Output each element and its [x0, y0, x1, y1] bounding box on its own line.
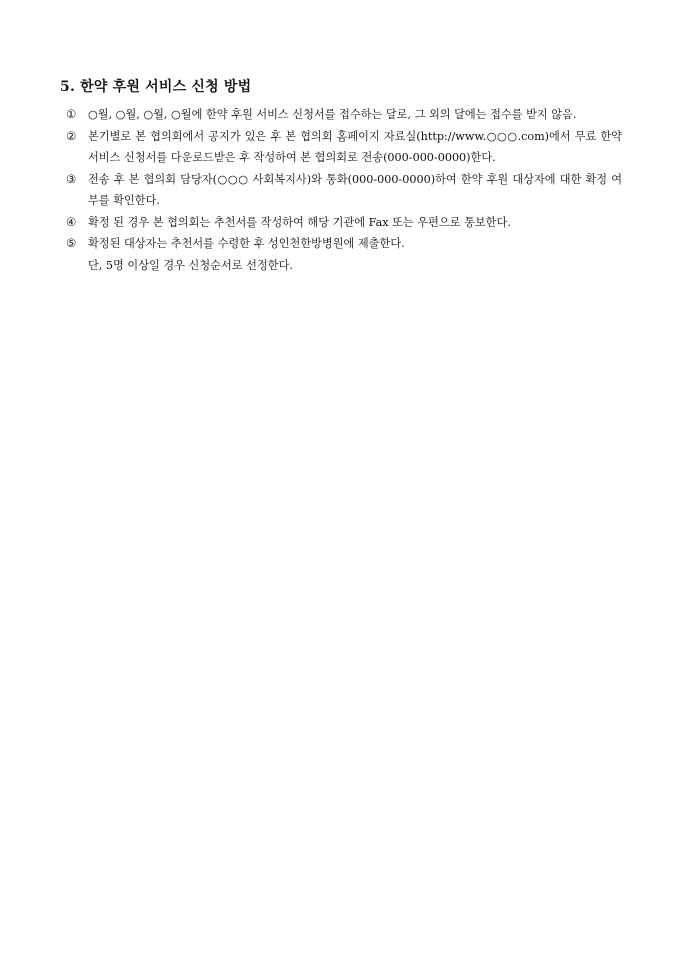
list-item	[66, 233, 622, 276]
item-note: 단, 5명 이상일 경우 신청순서로 선정한다.	[88, 258, 293, 272]
list-item	[66, 104, 622, 126]
list-item	[66, 212, 622, 234]
item-text: 확정된 대상자는 추천서를 수령한 후 성인천한방병원에 제출한다.	[88, 237, 405, 250]
item-text: 전송 후 본 협의회 담당자(○○○ 사회복지사)와 통화(000-000-0000)하여 한약 후원 대상자에 대한 확정 여부를 확인한다.	[88, 172, 622, 207]
item-number: ③	[66, 171, 77, 186]
application-steps-list	[66, 104, 622, 276]
list-item	[66, 126, 622, 169]
item-number: ⑤	[66, 236, 77, 250]
item-text: 확정 된 경우 본 협의회는 추천서를 작성하여 해당 기관에 Fax 또는 우편으로 통보한다.	[88, 215, 511, 229]
item-number: ④	[66, 214, 77, 229]
section-heading: 5. 한약 후원 서비스 신청 방법	[60, 79, 252, 95]
list-item	[66, 169, 622, 212]
item-number: ①	[66, 107, 77, 121]
item-number: ②	[66, 128, 77, 143]
item-text: 본기별로 본 협의회에서 공지가 있은 후 본 협의회 홈페이지 자료실(http://www.○○○.com)에서 무료 한약 서비스 신청서를 다운로드받은 후 작성하여 본 협의회로 전송(000-000-0000)한다.	[88, 129, 622, 164]
item-text: ○월, ○월, ○월, ○월에 한약 후원 서비스 신청서를 접수하는 달로, 그 외의 달에는 접수를 받지 않음.	[88, 108, 577, 121]
